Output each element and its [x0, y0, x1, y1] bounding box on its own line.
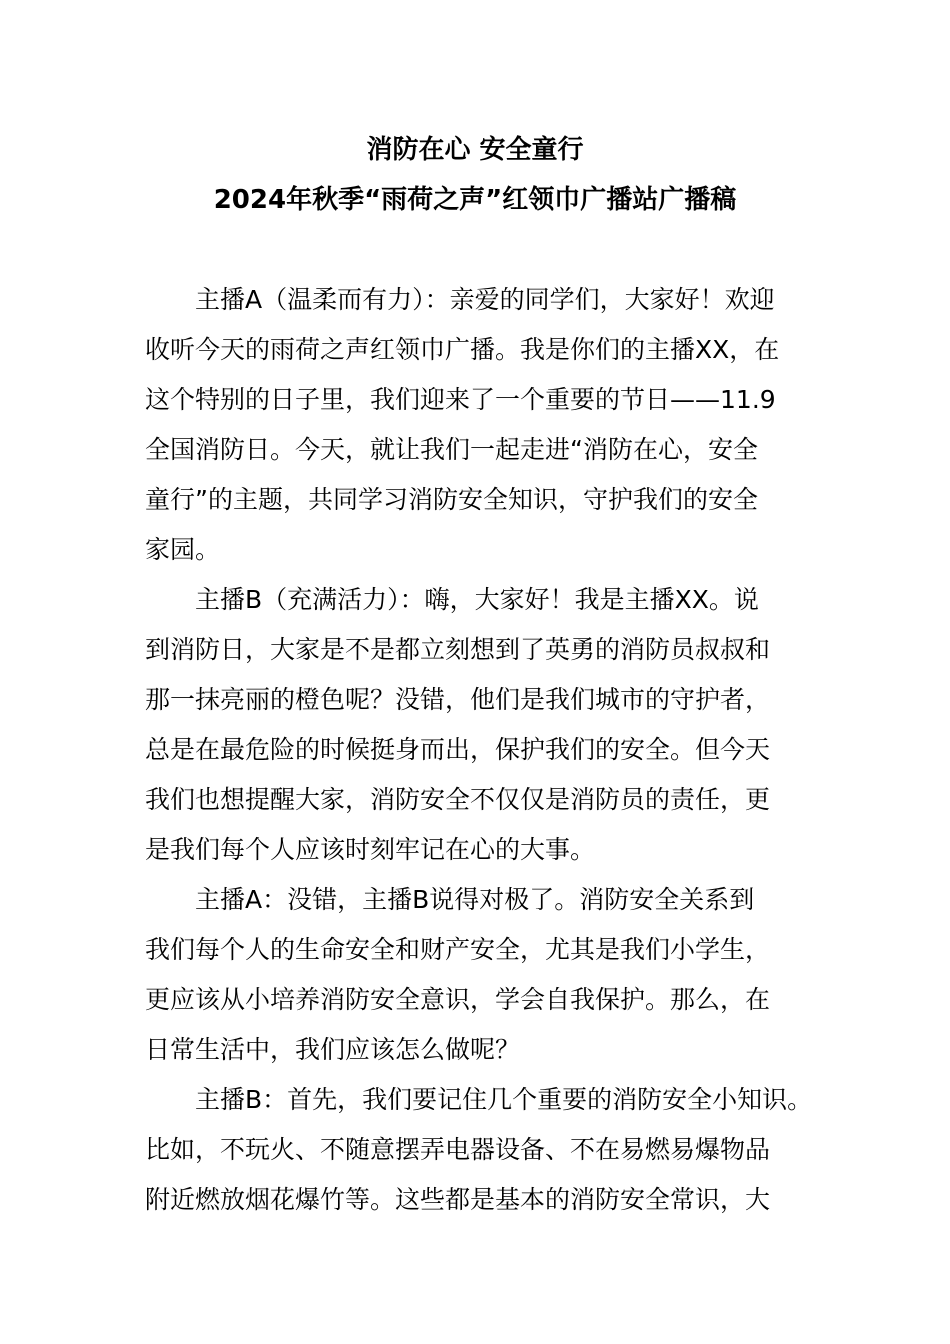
text-line: 我们每个人的生命安全和财产安全，尤其是我们小学生，	[145, 935, 771, 964]
text-line: 主播A：没错，主播B说得对极了。消防安全关系到	[195, 885, 755, 914]
text-line: 那一抹亮丽的橙色呢？没错，他们是我们城市的守护者，	[145, 685, 771, 714]
text-line: 家园。	[145, 535, 221, 564]
text-line: 主播B：首先，我们要记住几个重要的消防安全小知识。	[195, 1085, 813, 1114]
text-line: 我们也想提醒大家，消防安全不仅仅是消防员的责任，更	[145, 785, 771, 814]
text-line: 全国消防日。今天，就让我们一起走进“消防在心，安全	[145, 435, 758, 464]
text-line: 是我们每个人应该时刻牢记在心的大事。	[145, 835, 596, 864]
text-line: 附近燃放烟花爆竹等。这些都是基本的消防安全常识，大	[145, 1185, 771, 1214]
text-line: 比如，不玩火、不随意摆弄电器设备、不在易燃易爆物品	[145, 1135, 771, 1164]
document-title: 消防在心 安全童行	[366, 135, 584, 165]
text-line: 总是在最危险的时候挺身而出，保护我们的安全。但今天	[145, 735, 771, 764]
text-line: 到消防日，大家是不是都立刻想到了英勇的消防员叔叔和	[145, 635, 771, 664]
text-line: 主播A（温柔而有力）：亲爱的同学们，大家好！欢迎	[195, 285, 775, 314]
document-body	[145, 275, 825, 1225]
text-line: 收听今天的雨荷之声红领巾广播。我是你们的主播XX，在	[145, 335, 780, 364]
text-line: 更应该从小培养消防安全意识，学会自我保护。那么，在	[145, 985, 771, 1014]
text-line: 童行”的主题，共同学习消防安全知识，守护我们的安全	[145, 485, 758, 514]
text-line: 主播B（充满活力）：嗨，大家好！我是主播XX。说	[195, 585, 759, 614]
text-line: 日常生活中，我们应该怎么做呢？	[145, 1035, 521, 1064]
text-line: 这个特别的日子里，我们迎来了一个重要的节日——11.9	[145, 385, 776, 414]
document-subtitle: 2024年秋季“雨荷之声”红领巾广播站广播稿	[213, 185, 737, 215]
